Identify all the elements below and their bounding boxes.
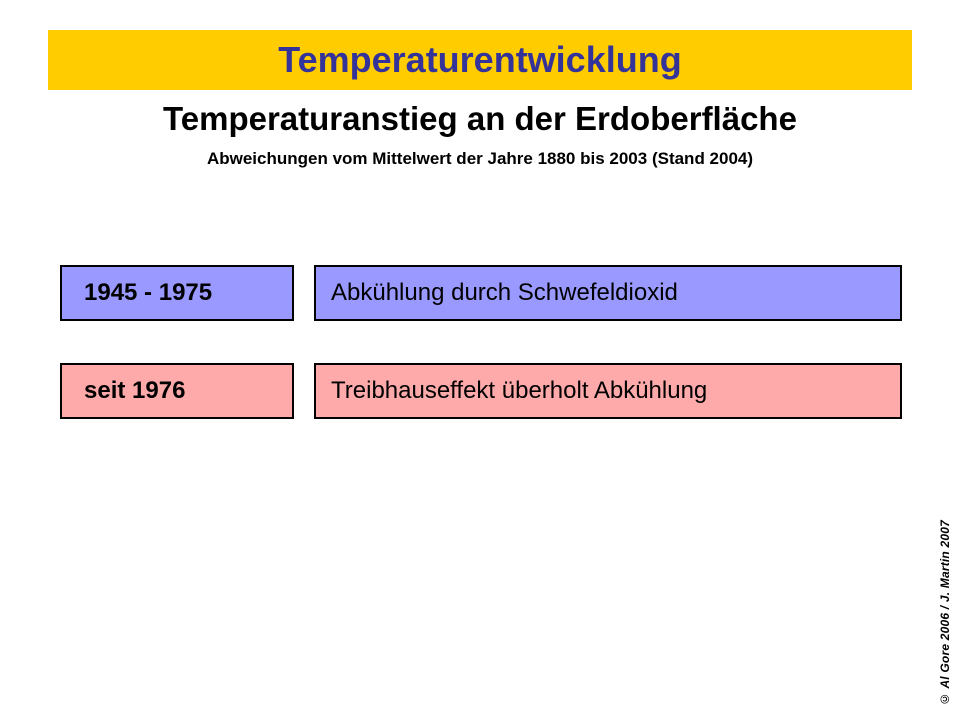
period-cell xyxy=(60,363,294,419)
period-cell xyxy=(60,265,294,321)
headline: Temperaturanstieg an der Erdoberfläche xyxy=(163,100,797,137)
description-label: Abkühlung durch Schwefeldioxid xyxy=(331,279,678,306)
description-cell xyxy=(314,265,902,321)
slide-title: Temperaturentwicklung xyxy=(278,39,682,80)
table-row xyxy=(60,363,902,419)
title-banner xyxy=(48,30,912,90)
copyright-notice: © Al Gore 2006 / J. Martin 2007 xyxy=(938,520,952,706)
description-label: Treibhauseffekt überholt Abkühlung xyxy=(331,377,708,404)
subheadline: Abweichungen vom Mittelwert der Jahre 1880 bis 2003 (Stand 2004) xyxy=(206,149,754,168)
table-row xyxy=(60,265,902,321)
period-label: seit 1976 xyxy=(84,377,186,404)
description-cell xyxy=(314,363,902,419)
period-label: 1945 - 1975 xyxy=(84,279,213,306)
